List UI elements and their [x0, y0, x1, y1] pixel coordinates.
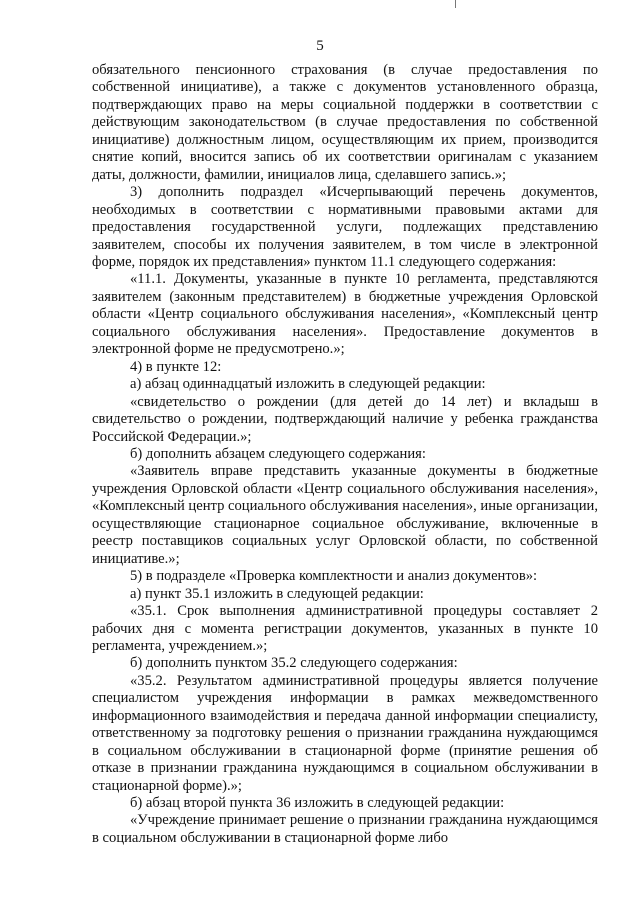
paragraph-2: 3) дополнить подраздел «Исчерпывающий перечень документов, необходимых в соответствии с нормативными правовыми актами для предоставления государственной услуги, подлежащих представлению заявителем, способы их получения заявителем, в том числе в электронной форме, порядок их представления» пунктом 11.1 следующего содержания:	[92, 184, 598, 270]
paragraph-10: а) пункт 35.1 изложить в следующей редакции:	[130, 585, 424, 602]
paragraph-1: обязательного пенсионного страхования (в случае предоставления по собственной инициативе), а также с документов установленного образца, подтверждающих право на меры социальной поддержки в соответствии с действующим законодательством (в случае предоставления по собственной инициативе) должностным лицом, осуществляющим их прием, производится снятие копий, вносится запись об их соответствии оригиналам с указанием даты, должности, фамилии, инициалов лица, сделавшего запись.»;	[92, 62, 598, 183]
paragraph-13: «35.2. Результатом административной процедуры является получение специалистом учреждения информации в рамках межведомственного информационного взаимодействия и передача данной информации специалисту, ответственному за подготовку решения о признании гражданина нуждающимся в социальном обслуживании в стационарной форме (принятие решения об отказе в признании гражданина нуждающимся в социальном обслуживании в стационарной форме).»;	[92, 672, 598, 794]
document-body	[92, 62, 598, 847]
paragraph-4: 4) в пункте 12:	[130, 358, 222, 375]
paragraph-6: «свидетельство о рождении (для детей до 14 лет) и вкладыш в свидетельство о рождении, подтверждающий наличие у ребенка гражданства Российской Федерации.»;	[92, 393, 598, 445]
page-number: 5	[316, 38, 324, 54]
paragraph-9: 5) в подразделе «Проверка комплектности и анализ документов»:	[130, 568, 538, 585]
paragraph-8: «Заявитель вправе представить указанные документы в бюджетные учреждения Орловской области «Центр социального обслуживания населения», «Комплексный центр социального обслуживания населения», иные организации, осуществляющие стационарное социальное обслуживание, включенные в реестр поставщиков социальных услуг Орловской области, по собственной инициативе.»;	[92, 463, 598, 567]
paragraph-11: «35.1. Срок выполнения административной процедуры составляет 2 рабочих дня с момента регистрации документов, указанных в пункте 10 регламента, учреждением.»;	[92, 603, 598, 654]
paragraph-3: «11.1. Документы, указанные в пункте 10 регламента, представляются заявителем (законным представителем) в бюджетные учреждения Орловской области «Центр социального обслуживания населения», «Комплексный центр социального обслуживания населения». Предоставление документов в электронной форме не предусмотрено.»;	[92, 271, 598, 358]
paragraph-12: б) дополнить пунктом 35.2 следующего содержания:	[130, 655, 458, 672]
paragraph-5: а) абзац одиннадцатый изложить в следующей редакции:	[130, 376, 486, 393]
paragraph-14: б) абзац второй пункта 36 изложить в следующей редакции:	[130, 795, 505, 812]
paragraph-15: «Учреждение принимает решение о признании гражданина нуждающимся в социальном обслуживании в стационарной форме либо	[92, 812, 598, 846]
scan-mark	[455, 0, 456, 8]
paragraph-7: б) дополнить абзацем следующего содержания:	[130, 445, 426, 462]
